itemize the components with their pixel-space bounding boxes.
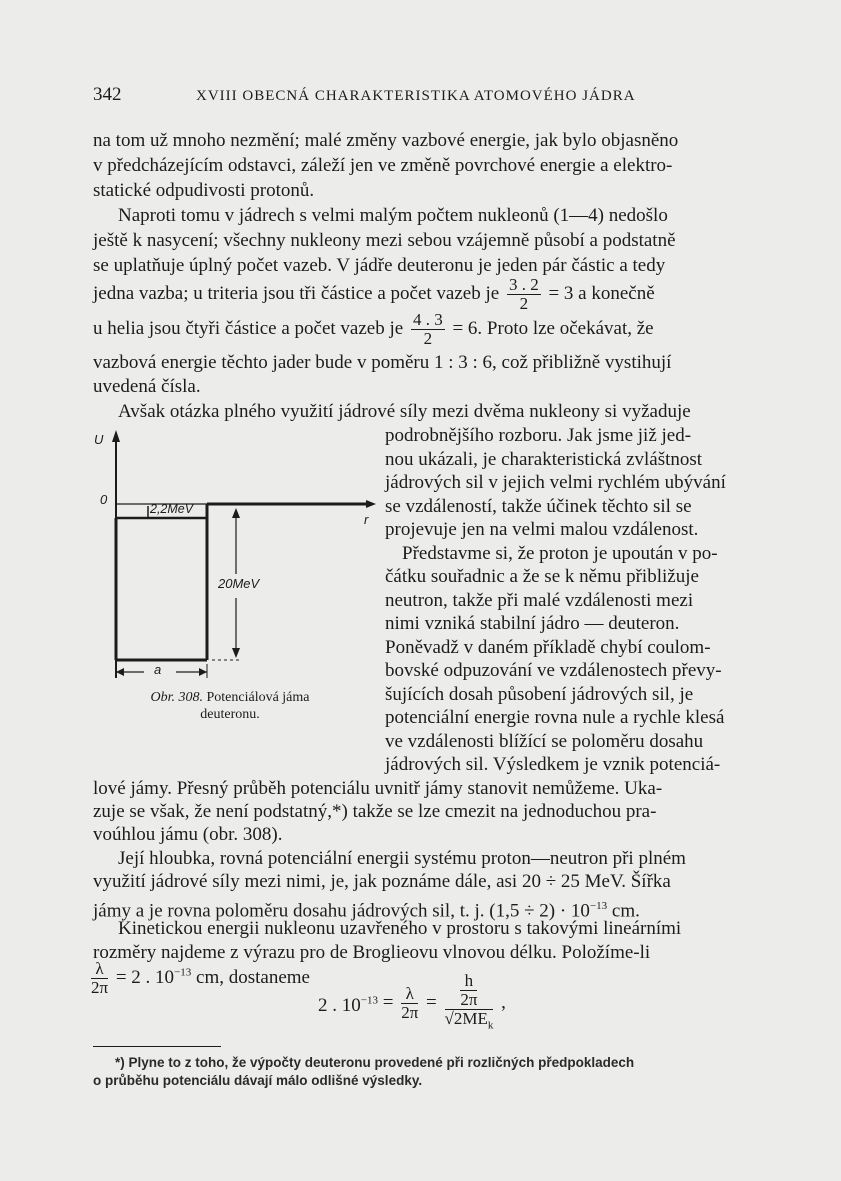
equals-sign: =: [382, 992, 394, 1014]
caption-line: deuteronu.: [200, 707, 260, 722]
text-segment: = 6. Proto lze očekávat, že: [452, 317, 654, 339]
footnote-line: *) Plyne to z toho, že výpočty deuteronu provedené při rozličných předpokladech: [115, 1055, 635, 1070]
fraction-numerator: 3 . 2: [508, 275, 539, 294]
text-line: Představme si, že proton je upoután v po-: [402, 543, 718, 564]
text-line: lové jámy. Přesný průběh potenciálu uvnitř jámy stanovit nemůžeme. Uka-: [93, 778, 663, 799]
subscript: k: [487, 1019, 494, 1032]
footnote-rule: [93, 1046, 221, 1047]
text-line: šujících dosah působení jádrových sil, je: [385, 684, 694, 705]
compound-fraction: [445, 972, 494, 1034]
fraction-numerator: λ: [91, 960, 108, 979]
text-segment: jámy a je rovna poloměru dosahu jádrových sil, t. j. (1,5 ÷ 2) · 10: [93, 900, 590, 922]
text-segment: cm, dostaneme: [191, 966, 310, 988]
fraction-denominator: 2: [519, 294, 529, 313]
text-line: ve vzdálenosti blížící se poloměru dosahu: [385, 731, 704, 752]
fraction: [91, 960, 108, 997]
fraction-denominator: 2π: [460, 990, 478, 1009]
depth-arrow-up: [232, 508, 240, 518]
text-line: statické odpudivosti protonů.: [93, 180, 315, 201]
well-width-label: a: [154, 662, 162, 677]
page-number: 342: [93, 84, 122, 105]
text-segment: = 2 . 10: [115, 966, 175, 988]
text-line: nimi vzniká stabilní jádro — deuteron.: [385, 613, 680, 634]
well-depth-label: 20MeV: [218, 576, 260, 591]
caption-line: [94, 689, 366, 706]
equation-lambda: [88, 960, 310, 997]
text-line: Poněvadž v daném příkladě chybí coulom-: [385, 637, 711, 658]
text-segment: u helia jsou čtyři částice a počet vazeb je: [93, 317, 404, 339]
text-line: čátku souřadnic a že se k němu přibližuje: [385, 566, 699, 587]
text-line: Její hloubka, rovná potenciální energii systému proton—neutron při plném: [118, 848, 686, 869]
footnote-line: o průběhu potenciálu dávají málo odlišné výsledky.: [93, 1073, 423, 1088]
fraction-numerator: λ: [401, 985, 418, 1004]
fraction: [411, 311, 445, 348]
square-root: √2ME: [444, 1009, 488, 1028]
depth-arrow-down: [232, 648, 240, 658]
equation-lhs: 2 . 10: [318, 994, 361, 1016]
r-axis-arrow: [366, 500, 376, 508]
text-line: Avšak otázka plného využití jádrové síly mezi dvěma nukleony si vyžaduje: [118, 401, 691, 422]
text-line: uvedená čísla.: [93, 376, 201, 397]
text-line: podrobnějšího rozboru. Jak jsme již jed-: [385, 425, 692, 446]
equals-sign: =: [426, 992, 437, 1014]
zero-label: 0: [100, 492, 108, 507]
text-segment: jedna vazba; u triteria jsou tři částice a počet vazeb je: [93, 282, 500, 304]
exponent: −13: [174, 966, 192, 979]
text-line: nou ukázali, je charakteristická zvláštnost: [385, 449, 703, 470]
text-line: zuje se však, že není podstatný,*) takže se lze cmezit na jednoduchou pra-: [93, 801, 657, 822]
figure-caption: [94, 689, 366, 723]
text-segment: [318, 995, 378, 1016]
text-segment: = 3 a konečně: [548, 282, 655, 304]
text-line: rozměry najdeme z výrazu pro de Broglieovu vlnovou délku. Položíme-li: [93, 942, 651, 963]
fraction-denominator: 2π: [91, 978, 109, 997]
fraction: [507, 276, 541, 313]
comma: ,: [501, 992, 506, 1014]
fraction-denominator: 2π: [401, 1002, 419, 1022]
text-line: ještě k nasycení; všechny nukleony mezi sebou vzájemně působí a podstatně: [93, 230, 676, 251]
u-axis-label: U: [94, 432, 104, 447]
text-line: se uplatňuje úplný počet vazeb. V jádře deuteronu je jeden pár částic a tedy: [93, 255, 666, 276]
fraction: [401, 985, 418, 1022]
text-line: na tom už mnoho nezmění; malé změny vazbové energie, jak bylo objasněno: [93, 130, 679, 151]
inner-fraction: [460, 972, 477, 1009]
text-line: jádrových sil. Výsledkem je vznik potenciá-: [385, 754, 721, 775]
text-line-with-fraction: [93, 311, 654, 348]
text-line: Naproti tomu v jádrech s velmi malým počtem nukleonů (1—4) nedošlo: [118, 205, 668, 226]
potential-well-diagram: [90, 428, 380, 688]
equation-display: [318, 972, 506, 1034]
u-axis-arrow: [112, 430, 120, 442]
text-line-with-fraction: [93, 276, 655, 313]
text-line: bovské odpuzování ve vzdálenostech převy-: [385, 660, 722, 681]
caption-text: Potenciálová jáma: [206, 690, 310, 705]
exponent: −13: [360, 994, 378, 1007]
text-line: vazbová energie těchto jader bude v poměru 1 : 3 : 6, což přibližně vystihují: [93, 352, 672, 373]
text-line: projevuje jen na velmi malou vzdálenost.: [385, 519, 699, 540]
caption-number: Obr. 308.: [150, 690, 203, 705]
text-line: potenciální energie rovna nule a rychle klesá: [385, 707, 725, 728]
text-line: jádrových sil v jejich velmi rychlém ubývání: [385, 472, 726, 493]
text-line: Kinetickou energii nukleonu uzavřeného v prostoru s takovými lineárními: [118, 918, 682, 939]
binding-energy-label: 2,2MeV: [150, 502, 194, 516]
text-line: se vzdáleností, takže účinek těchto sil se: [385, 496, 692, 517]
exponent: −13: [589, 900, 608, 912]
running-title: XVIII OBECNÁ CHARAKTERISTIKA ATOMOVÉHO JÁDRA: [196, 88, 636, 104]
text-line: v předcházejícím odstavci, záleží jen ve změně povrchové energie a elektro-: [93, 155, 673, 176]
fraction-numerator: [445, 972, 494, 1010]
r-axis-label: r: [364, 512, 369, 527]
text-line: voúhlou jámu (obr. 308).: [93, 824, 283, 845]
text-segment: cm.: [607, 900, 640, 922]
fraction-denominator: 2: [423, 329, 433, 348]
fraction-numerator: 4 . 3: [412, 310, 443, 329]
fraction-numerator: h: [460, 972, 477, 991]
width-arrow-right: [199, 668, 207, 676]
potential-well-figure: [90, 428, 380, 688]
text-line: neutron, takže při malé vzdálenosti mezi: [385, 590, 694, 611]
fraction-denominator: [445, 1010, 494, 1034]
text-line: využití jádrové síly mezi nimi, je, jak poznáme dále, asi 20 ÷ 25 MeV. Šířka: [93, 871, 671, 892]
width-arrow-left: [116, 668, 124, 676]
